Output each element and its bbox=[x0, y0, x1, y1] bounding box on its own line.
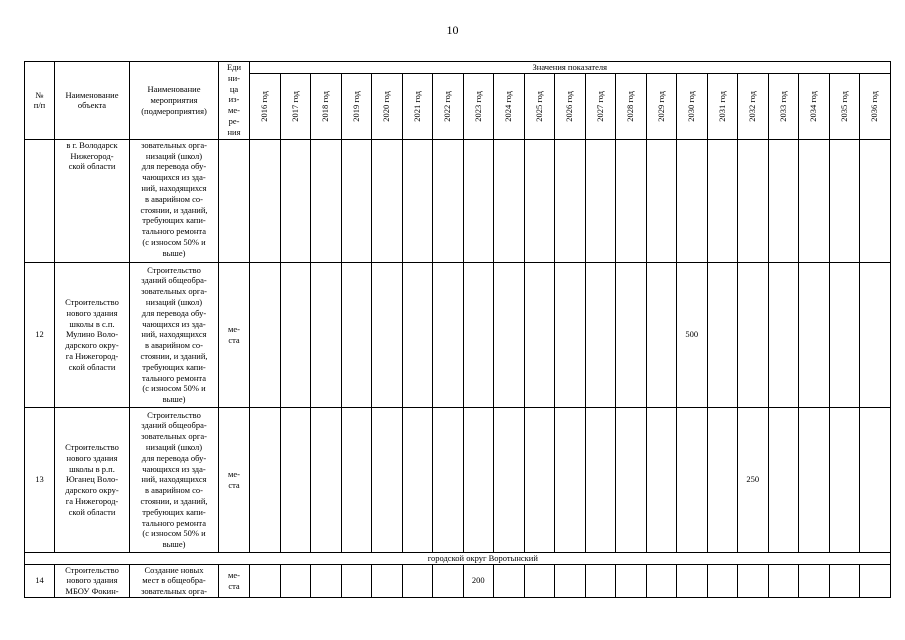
table-row bbox=[25, 564, 891, 597]
year-label: 2018 год bbox=[320, 90, 331, 122]
row-value bbox=[555, 564, 586, 597]
row-value bbox=[433, 262, 464, 407]
row-value bbox=[433, 564, 464, 597]
row-value bbox=[768, 139, 799, 262]
row-object: Строительство нового здания школы в р.п. Юганец Воло- дарского окру- га Нижегород- ской области bbox=[55, 407, 130, 552]
row-value bbox=[738, 262, 769, 407]
row-value bbox=[311, 564, 342, 597]
year-label: 2030 год bbox=[686, 90, 697, 122]
row-value bbox=[494, 407, 525, 552]
header-activity: Наименование мероприятия (подмероприятия) bbox=[130, 62, 219, 140]
year-header bbox=[616, 73, 647, 139]
row-value bbox=[433, 139, 464, 262]
year-label: 2024 год bbox=[503, 90, 514, 122]
row-value bbox=[555, 262, 586, 407]
row-value bbox=[585, 139, 616, 262]
row-num: 13 bbox=[25, 407, 55, 552]
row-value bbox=[402, 139, 433, 262]
year-header bbox=[829, 73, 860, 139]
row-value bbox=[524, 407, 555, 552]
year-label: 2036 год bbox=[869, 90, 880, 122]
row-num: 12 bbox=[25, 262, 55, 407]
row-value bbox=[646, 139, 677, 262]
year-header bbox=[250, 73, 281, 139]
row-activity: Строительство зданий общеобра- зовательных орга- низаций (школ) для перевода обу- чающихся из зда- ний, находящихся в аварийном со- стоянии, и зданий, требующих капи- тального ремонта (с износом 50% и выше) bbox=[130, 262, 219, 407]
header-object: Наименование объекта bbox=[55, 62, 130, 140]
year-label: 2029 год bbox=[655, 90, 666, 122]
row-value bbox=[646, 564, 677, 597]
row-value bbox=[799, 407, 830, 552]
row-value bbox=[463, 407, 494, 552]
row-value bbox=[707, 407, 738, 552]
header-num: № п/п bbox=[25, 62, 55, 140]
row-value bbox=[341, 139, 372, 262]
row-value bbox=[860, 407, 891, 552]
row-unit: ме- ста bbox=[219, 407, 250, 552]
row-value bbox=[433, 407, 464, 552]
row-value bbox=[372, 407, 403, 552]
year-header bbox=[433, 73, 464, 139]
year-header bbox=[860, 73, 891, 139]
year-label: 2023 год bbox=[472, 90, 483, 122]
row-value bbox=[372, 262, 403, 407]
row-value bbox=[707, 139, 738, 262]
row-value bbox=[860, 139, 891, 262]
year-header bbox=[646, 73, 677, 139]
row-num bbox=[25, 139, 55, 262]
row-value bbox=[829, 262, 860, 407]
row-value bbox=[738, 564, 769, 597]
year-header bbox=[768, 73, 799, 139]
year-header bbox=[280, 73, 311, 139]
row-unit: ме- ста bbox=[219, 564, 250, 597]
row-value bbox=[280, 407, 311, 552]
row-value bbox=[494, 262, 525, 407]
row-value bbox=[402, 262, 433, 407]
row-object: в г. Володарск Нижегород- ской области bbox=[55, 139, 130, 262]
row-value bbox=[524, 262, 555, 407]
year-label: 2019 год bbox=[350, 90, 361, 122]
row-value bbox=[311, 407, 342, 552]
year-header bbox=[372, 73, 403, 139]
row-value bbox=[707, 564, 738, 597]
row-value bbox=[372, 564, 403, 597]
row-value bbox=[555, 139, 586, 262]
row-value bbox=[341, 262, 372, 407]
row-value bbox=[677, 139, 708, 262]
row-value: 200 bbox=[463, 564, 494, 597]
row-value bbox=[463, 139, 494, 262]
row-object: Строительство нового здания школы в с.п. Мулино Воло- дарского окру- га Нижегород- ской области bbox=[55, 262, 130, 407]
year-header bbox=[402, 73, 433, 139]
row-value: 500 bbox=[677, 262, 708, 407]
row-value bbox=[311, 139, 342, 262]
year-header bbox=[311, 73, 342, 139]
row-value bbox=[646, 407, 677, 552]
year-header bbox=[341, 73, 372, 139]
year-header bbox=[555, 73, 586, 139]
header-unit: Еди ни- ца из- ме- ре- ния bbox=[219, 62, 250, 140]
row-activity: Строительство зданий общеобра- зовательных орга- низаций (школ) для перевода обу- чающихся из зда- ний, находящихся в аварийном со- стоянии, и зданий, требующих капи- тального ремонта (с износом 50% и выше) bbox=[130, 407, 219, 552]
row-value bbox=[799, 262, 830, 407]
year-header bbox=[738, 73, 769, 139]
row-value bbox=[707, 262, 738, 407]
row-value bbox=[829, 407, 860, 552]
year-header bbox=[494, 73, 525, 139]
year-label: 2027 год bbox=[594, 90, 605, 122]
year-label: 2025 год bbox=[533, 90, 544, 122]
row-value bbox=[738, 139, 769, 262]
row-value bbox=[585, 262, 616, 407]
row-value bbox=[494, 139, 525, 262]
table-row bbox=[25, 262, 891, 407]
year-header bbox=[707, 73, 738, 139]
row-value bbox=[402, 564, 433, 597]
row-value bbox=[555, 407, 586, 552]
row-value bbox=[677, 564, 708, 597]
section-label: городской округ Воротынский bbox=[25, 552, 891, 564]
year-header bbox=[524, 73, 555, 139]
year-label: 2032 год bbox=[747, 90, 758, 122]
row-value bbox=[616, 262, 647, 407]
year-label: 2017 год bbox=[289, 90, 300, 122]
year-label: 2033 год bbox=[777, 90, 788, 122]
row-value bbox=[860, 564, 891, 597]
year-header bbox=[585, 73, 616, 139]
table-row bbox=[25, 139, 891, 262]
row-value bbox=[677, 407, 708, 552]
row-value bbox=[311, 262, 342, 407]
row-unit bbox=[219, 139, 250, 262]
row-value bbox=[616, 564, 647, 597]
row-value bbox=[585, 564, 616, 597]
row-value bbox=[250, 262, 281, 407]
row-activity: зовательных орга- низаций (школ) для перевода обу- чающихся из зда- ний, находящихся в аварийном со- стоянии, и зданий, требующих капи- тального ремонта (с износом 50% и выше) bbox=[130, 139, 219, 262]
table-row bbox=[25, 407, 891, 552]
row-object: Строительство нового здания МБОУ Фокин- bbox=[55, 564, 130, 597]
row-unit: ме- ста bbox=[219, 262, 250, 407]
year-label: 2028 год bbox=[625, 90, 636, 122]
header-values-group: Значения показателя bbox=[250, 62, 891, 74]
row-activity: Создание новых мест в общеобра- зовательных орга- bbox=[130, 564, 219, 597]
year-header bbox=[463, 73, 494, 139]
row-value bbox=[799, 139, 830, 262]
indicator-table bbox=[24, 61, 891, 598]
row-value bbox=[280, 564, 311, 597]
row-value bbox=[799, 564, 830, 597]
year-label: 2022 год bbox=[442, 90, 453, 122]
row-value bbox=[768, 564, 799, 597]
row-value bbox=[768, 407, 799, 552]
year-label: 2026 год bbox=[564, 90, 575, 122]
page-number: 10 bbox=[446, 23, 459, 37]
year-label: 2021 год bbox=[411, 90, 422, 122]
row-value bbox=[250, 407, 281, 552]
row-value bbox=[646, 262, 677, 407]
row-value bbox=[768, 262, 799, 407]
row-num: 14 bbox=[25, 564, 55, 597]
year-header bbox=[799, 73, 830, 139]
row-value bbox=[585, 407, 616, 552]
row-value bbox=[860, 262, 891, 407]
row-value bbox=[616, 407, 647, 552]
row-value bbox=[341, 564, 372, 597]
row-value bbox=[250, 564, 281, 597]
row-value bbox=[524, 564, 555, 597]
year-header bbox=[677, 73, 708, 139]
row-value bbox=[829, 564, 860, 597]
row-value bbox=[402, 407, 433, 552]
section-row bbox=[25, 552, 891, 564]
year-label: 2020 год bbox=[381, 90, 392, 122]
row-value bbox=[341, 407, 372, 552]
row-value bbox=[280, 262, 311, 407]
row-value bbox=[829, 139, 860, 262]
row-value bbox=[494, 564, 525, 597]
year-label: 2034 год bbox=[808, 90, 819, 122]
row-value: 250 bbox=[738, 407, 769, 552]
row-value bbox=[280, 139, 311, 262]
row-value bbox=[524, 139, 555, 262]
row-value bbox=[372, 139, 403, 262]
row-value bbox=[250, 139, 281, 262]
year-label: 2016 год bbox=[259, 90, 270, 122]
year-label: 2035 год bbox=[838, 90, 849, 122]
row-value bbox=[616, 139, 647, 262]
year-label: 2031 год bbox=[716, 90, 727, 122]
row-value bbox=[463, 262, 494, 407]
